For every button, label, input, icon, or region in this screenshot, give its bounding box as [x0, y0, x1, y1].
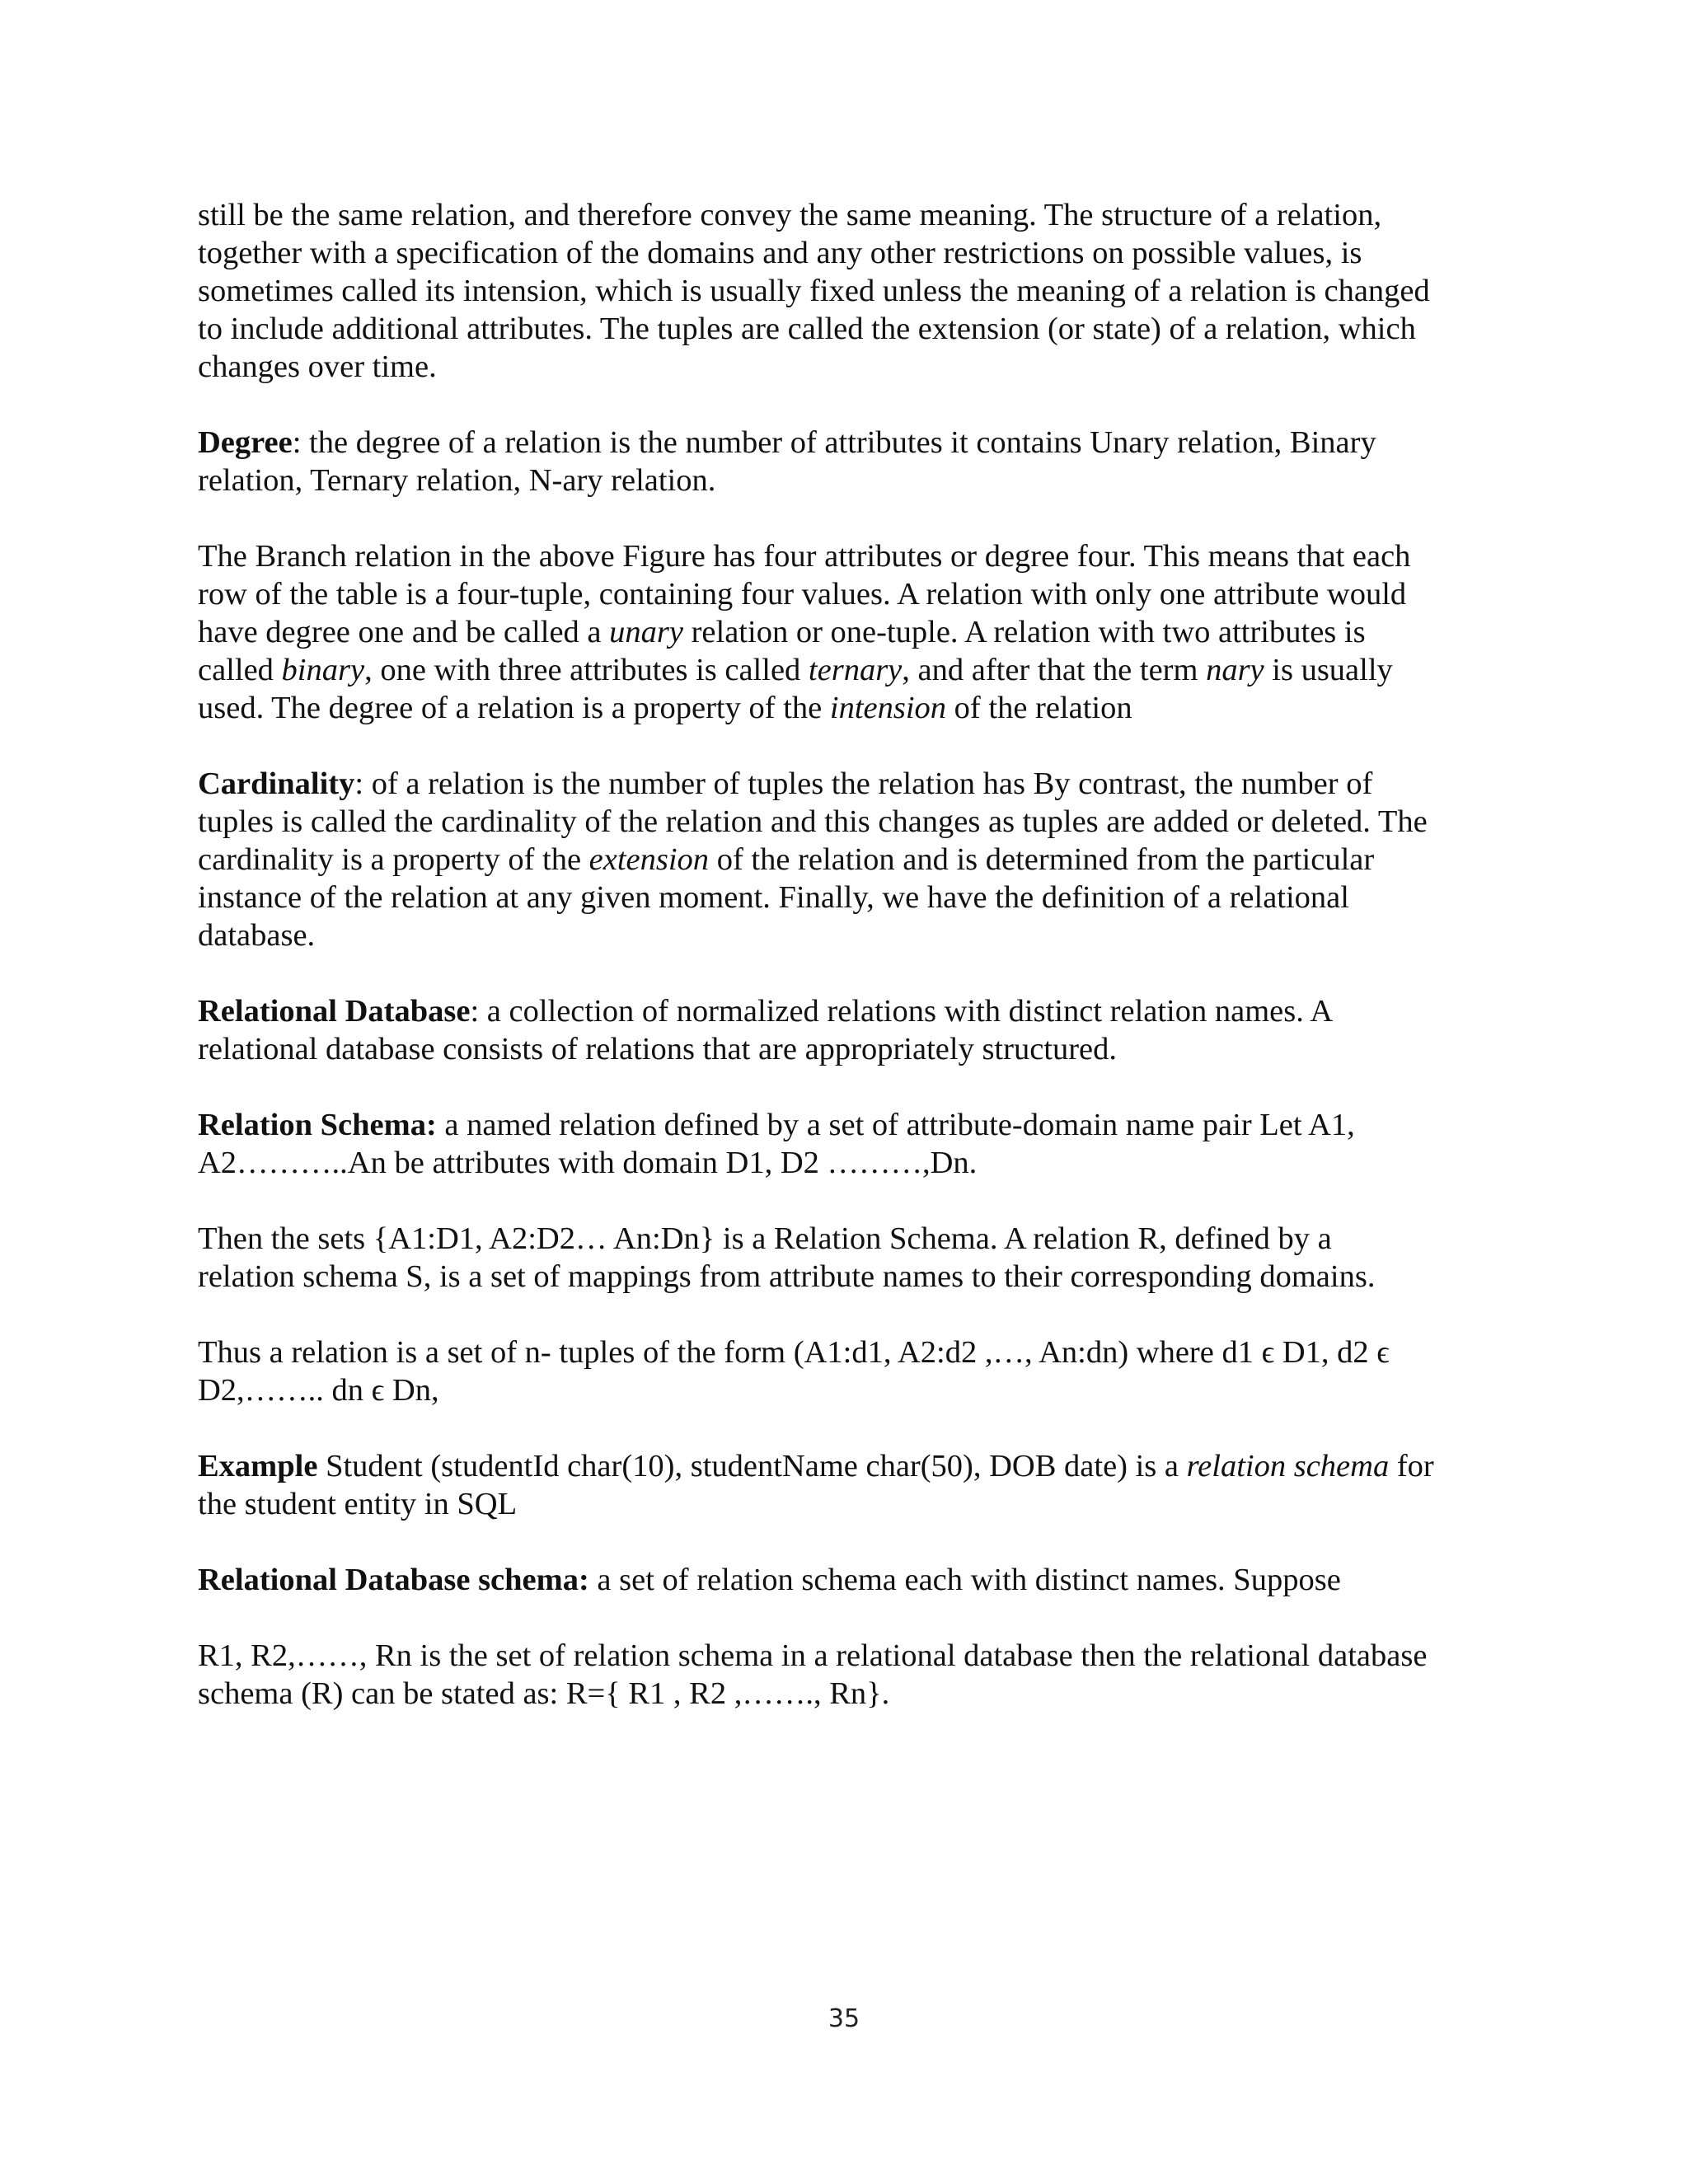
text-line	[198, 1447, 1500, 1485]
text-run: cardinality is a property of the	[198, 842, 589, 877]
relation-schema-term: Relation Schema:	[198, 1108, 437, 1142]
relation-schema-definition: a named relation defined by a set of attribute-domain name pair Let A1,	[436, 1108, 1355, 1142]
text-run: of the relation and is determined from the particular	[709, 842, 1375, 877]
text-line: to include additional attributes. The tuples are called the extension (or state) of a relation, which	[198, 312, 1416, 346]
term-ternary: ternary	[808, 653, 903, 687]
intro-paragraph	[198, 196, 1500, 386]
relational-database-schema-definition: a set of relation schema each with distinct names. Suppose	[588, 1563, 1341, 1597]
text-run: have degree one and be called a	[198, 615, 610, 649]
degree-term: Degree	[198, 425, 293, 460]
text-line: relation, Ternary relation, N-ary relation.	[198, 463, 716, 498]
text-line	[198, 765, 1500, 803]
term-intension: intension	[829, 691, 947, 725]
text-line: sometimes called its intension, which is usually fixed unless the meaning of a relation is changed	[198, 274, 1430, 308]
term-unary: unary	[609, 615, 683, 649]
cardinality-paragraph	[198, 765, 1500, 954]
page-body	[198, 196, 1500, 1750]
text-line: database.	[198, 918, 316, 953]
text-run: relation or one-tuple. A relation with two attributes is	[682, 615, 1366, 649]
text-run: , and after that the term	[902, 653, 1207, 687]
schema-set-paragraph	[198, 1637, 1500, 1713]
relation-sets-paragraph	[198, 1220, 1500, 1296]
text-line	[198, 613, 1500, 651]
text-run: Student (studentId char(10), studentName char(50), DOB date) is a	[317, 1449, 1187, 1483]
text-line: D2,…….. dn ϵ Dn,	[198, 1373, 439, 1408]
text-line	[198, 1106, 1500, 1144]
cardinality-definition: : of a relation is the number of tuples the relation has By contrast, the number of	[354, 766, 1373, 801]
text-line: tuples is called the cardinality of the relation and this changes as tuples are added or deleted. The	[198, 804, 1428, 839]
text-line: still be the same relation, and therefore convey the same meaning. The structure of a relation,	[198, 198, 1382, 232]
text-line: R1, R2,……, Rn is the set of relation schema in a relational database then the relational database	[198, 1638, 1428, 1673]
term-relation-schema: relation schema	[1186, 1449, 1390, 1483]
text-line: schema (R) can be stated as: R={ R1 , R2 ,……., Rn}.	[198, 1676, 890, 1711]
text-run: for	[1389, 1449, 1434, 1483]
text-line	[198, 1561, 1500, 1599]
text-line: together with a specification of the domains and any other restrictions on possible values, is	[198, 236, 1362, 270]
cardinality-term: Cardinality	[198, 766, 355, 801]
text-line: Then the sets {A1:D1, A2:D2… An:Dn} is a Relation Schema. A relation R, defined by a	[198, 1221, 1332, 1256]
text-run: is usually	[1264, 653, 1393, 687]
text-line: row of the table is a four-tuple, containing four values. A relation with only one attribute would	[198, 577, 1407, 612]
page-number: 35	[828, 2004, 860, 2033]
text-line: changes over time.	[198, 349, 437, 384]
text-run: used. The degree of a relation is a property of the	[198, 691, 830, 725]
text-line: the student entity in SQL	[198, 1487, 518, 1521]
text-line: instance of the relation at any given moment. Finally, we have the definition of a relational	[198, 880, 1349, 915]
text-run: , one with three attributes is called	[364, 653, 809, 687]
text-line: relation schema S, is a set of mappings from attribute names to their corresponding domains.	[198, 1259, 1376, 1294]
example-paragraph	[198, 1447, 1500, 1523]
relation-schema-paragraph	[198, 1106, 1500, 1182]
text-line: A2………..An be attributes with domain D1, D2 ………,Dn.	[198, 1146, 978, 1180]
relational-database-term: Relational Database	[198, 994, 471, 1029]
term-nary: nary	[1206, 653, 1264, 687]
text-run: of the relation	[946, 691, 1132, 725]
relational-database-schema-term: Relational Database schema:	[198, 1563, 589, 1597]
branch-paragraph	[198, 537, 1500, 727]
relational-database-schema-paragraph	[198, 1561, 1500, 1599]
text-line	[198, 841, 1500, 879]
text-line	[198, 651, 1500, 689]
text-line: relational database consists of relations that are appropriately structured.	[198, 1032, 1118, 1066]
text-run: called	[198, 653, 282, 687]
text-line	[198, 424, 1500, 462]
text-line: Thus a relation is a set of n- tuples of the form (A1:d1, A2:d2 ,…, An:dn) where d1 ϵ D1, d2 ϵ	[198, 1335, 1390, 1370]
text-line	[198, 689, 1500, 727]
degree-paragraph	[198, 424, 1500, 499]
degree-definition: : the degree of a relation is the number of attributes it contains Unary relation, Binary	[292, 425, 1376, 460]
term-binary: binary	[281, 653, 365, 687]
text-line: The Branch relation in the above Figure has four attributes or degree four. This means that each	[198, 539, 1411, 574]
relational-database-paragraph	[198, 992, 1500, 1068]
tuples-paragraph	[198, 1333, 1500, 1409]
text-line	[198, 992, 1500, 1030]
example-term: Example	[198, 1449, 318, 1483]
relational-database-definition: : a collection of normalized relations with distinct relation names. A	[470, 994, 1334, 1029]
term-extension: extension	[588, 842, 710, 877]
